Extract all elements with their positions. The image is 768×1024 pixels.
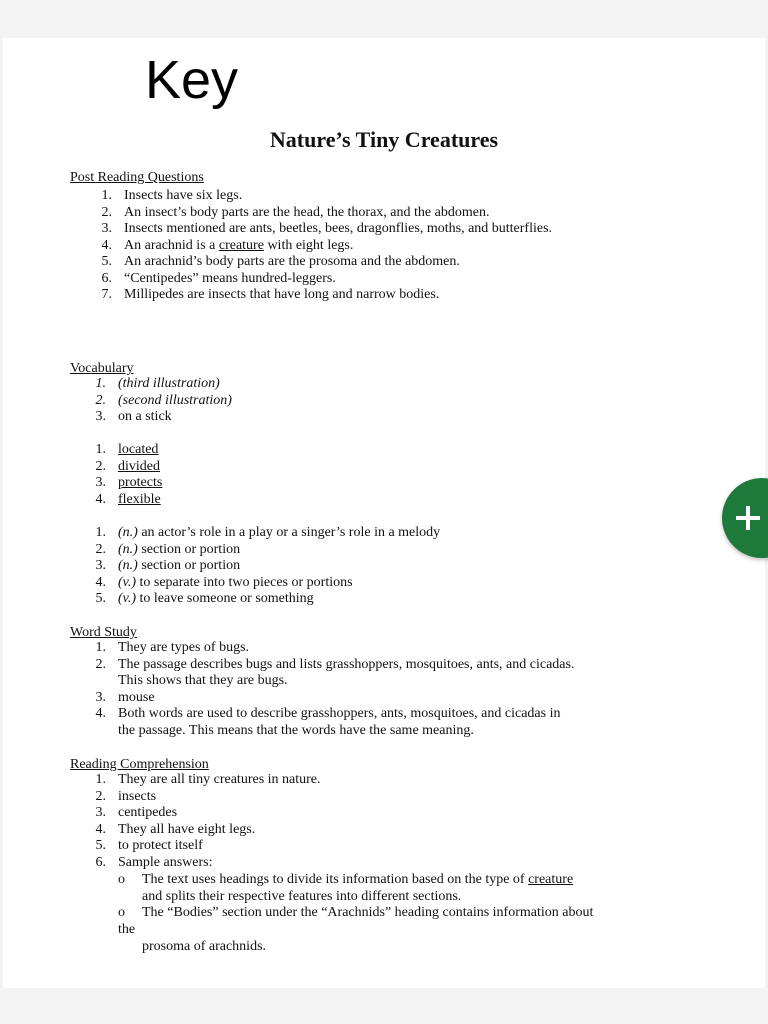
- bullet-marker: o: [118, 872, 125, 887]
- plus-icon: [735, 505, 761, 531]
- bullet-marker: o: [118, 905, 125, 920]
- vocabulary-heading: Vocabulary: [70, 361, 134, 376]
- document-title: Nature’s Tiny Creatures: [269, 127, 499, 152]
- post-reading-heading: Post Reading Questions: [70, 170, 204, 185]
- key-label: Key: [145, 50, 239, 110]
- word-study-heading: Word Study: [70, 625, 137, 640]
- reading-comprehension-heading: Reading Comprehension: [70, 757, 209, 772]
